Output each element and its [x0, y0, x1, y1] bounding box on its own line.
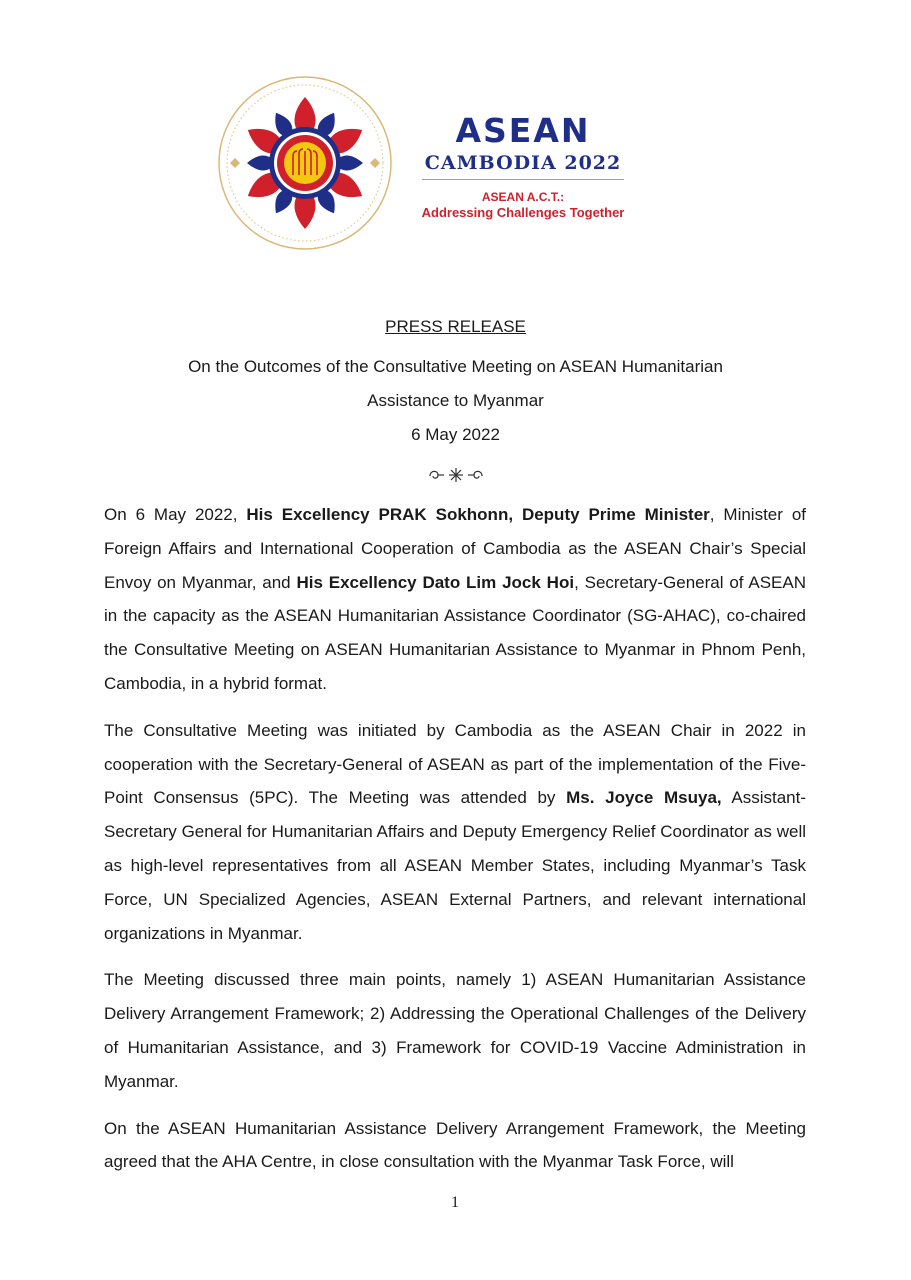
document-title-block	[0, 316, 911, 452]
brand-tagline: Addressing Challenges Together	[421, 205, 625, 220]
brand-asean: ASEAN	[455, 111, 591, 150]
ornament-divider-icon	[426, 466, 486, 484]
release-date: 6 May 2022	[411, 425, 500, 444]
brand-act: ASEAN A.C.T.:	[481, 190, 565, 204]
page-number: 1	[451, 1194, 459, 1211]
letterhead	[0, 0, 911, 290]
title-line-2: Assistance to Myanmar	[367, 391, 544, 410]
press-release-heading: PRESS RELEASE	[385, 317, 526, 336]
brand-block	[420, 112, 626, 221]
paragraph-2: The Consultative Meeting was initiated by Cambodia as the ASEAN Chair in 2022 in cooperation with the Secretary-General of ASEAN as part of the implementation of the Five-Point Consensus (5PC). The Meeting was attended by Ms. Joyce Msuya, Assistant-Secretary General for Humanitarian Affairs and Deputy Emergency Relief Coordinator as well as high-level representatives from all ASEAN Member States, including Myanmar’s Task Force, UN Specialized Agencies, ASEAN External Partners, and relevant international organizations in Myanmar.	[104, 720, 806, 943]
title-line-1: On the Outcomes of the Consultative Meeting on ASEAN Humanitarian	[188, 357, 723, 376]
paragraph-4: On the ASEAN Humanitarian Assistance Delivery Arrangement Framework, the Meeting agreed that the AHA Centre, in close consultation with the Myanmar Task Force, will	[104, 1118, 806, 1172]
paragraph-1: On 6 May 2022, His Excellency PRAK Sokhonn, Deputy Prime Minister, Minister of Foreign Affairs and International Cooperation of Cambodia as the ASEAN Chair’s Special Envoy on Myanmar, and His Excellency Dato Lim Jock Hoi, Secretary-General of ASEAN in the capacity as the ASEAN Humanitarian Assistance Coordinator (SG-AHAC), co-chaired the Consultative Meeting on ASEAN Humanitarian Assistance to Myanmar in Phnom Penh, Cambodia, in a hybrid format.	[104, 505, 807, 693]
brand-year: CAMBODIA 2022	[422, 150, 624, 180]
press-release-body	[104, 498, 806, 1192]
paragraph-3: The Meeting discussed three main points, namely 1) ASEAN Humanitarian Assistance Delivery Arrangement Framework; 2) Addressing the Operational Challenges of the Delivery of Humanitarian Assistance, and 3) Framework for COVID-19 Vaccine Administration in Myanmar.	[104, 970, 806, 1091]
asean-cambodia-emblem-icon	[216, 74, 394, 252]
